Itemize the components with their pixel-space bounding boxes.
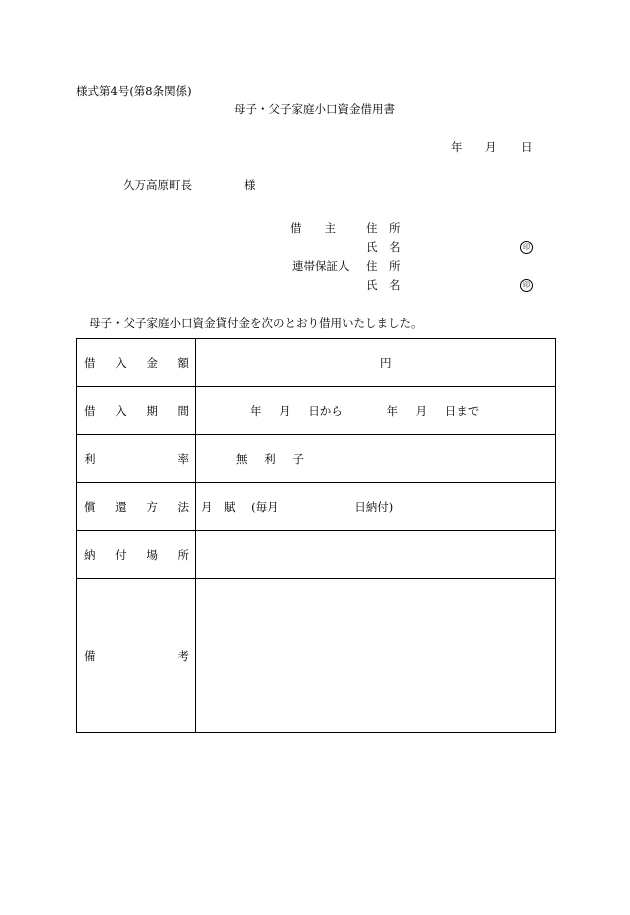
repayment-method: 月 賦 xyxy=(201,499,236,514)
interest-value-char: 子 xyxy=(292,451,304,466)
date-month-label: 月 xyxy=(485,140,497,154)
amount-unit: 円 xyxy=(380,355,392,370)
addressee-name: 久万高原町長 xyxy=(123,178,192,192)
repayment-detail-close: 日納付) xyxy=(354,499,394,514)
document-title: 母子・父子家庭小口資金借用書 xyxy=(234,102,395,116)
guarantor-address-label: 住 所 xyxy=(366,259,401,273)
payment-place-row xyxy=(77,531,556,579)
period-row xyxy=(77,387,556,435)
repayment-label-char: 方 xyxy=(146,499,158,514)
remarks-label-char: 備 xyxy=(84,648,96,663)
period-from-month: 月 xyxy=(279,403,291,418)
repayment-row xyxy=(77,483,556,531)
addressee-honorific: 様 xyxy=(244,178,256,192)
interest-value-char: 無 xyxy=(236,451,248,466)
date-day-label: 日 xyxy=(521,140,533,154)
period-to-year: 年 xyxy=(386,403,398,418)
repayment-label-char: 償 xyxy=(84,499,96,514)
borrower-role-label: 借 主 xyxy=(290,221,336,235)
period-value-cell[interactable] xyxy=(196,387,556,435)
period-label-char: 期 xyxy=(146,403,158,418)
form-number: 様式第4号(第8条関係) xyxy=(76,84,192,98)
period-label-char: 借 xyxy=(84,403,96,418)
period-label-char: 間 xyxy=(177,403,189,418)
repayment-detail-open: (毎月 xyxy=(251,499,279,514)
amount-label-char: 入 xyxy=(115,355,127,370)
repayment-value-cell[interactable] xyxy=(196,483,556,531)
remarks-label-char: 考 xyxy=(177,648,189,663)
period-label-char: 入 xyxy=(115,403,127,418)
remarks-value-cell[interactable] xyxy=(196,579,556,733)
period-from-year: 年 xyxy=(250,403,262,418)
amount-value-cell[interactable] xyxy=(196,339,556,387)
guarantor-seal-mark: 印 xyxy=(520,279,533,292)
interest-value-char: 利 xyxy=(264,451,276,466)
borrower-name-label: 氏 名 xyxy=(366,240,401,254)
loan-statement: 母子・父子家庭小口資金貸付金を次のとおり借用いたしました。 xyxy=(89,316,423,330)
payment-place-label-char: 納 xyxy=(84,547,96,562)
payment-place-value-cell[interactable] xyxy=(196,531,556,579)
interest-row xyxy=(77,435,556,483)
repayment-label-char: 法 xyxy=(177,499,189,514)
period-from-day: 日から xyxy=(308,403,343,418)
amount-label-char: 借 xyxy=(84,355,96,370)
remarks-label-cell xyxy=(77,579,196,733)
remarks-row xyxy=(77,579,556,733)
period-to-day: 日まで xyxy=(444,403,480,418)
interest-label-char: 率 xyxy=(177,451,189,466)
period-label-cell xyxy=(77,387,196,435)
interest-label-char: 利 xyxy=(84,451,96,466)
period-to-month: 月 xyxy=(415,403,428,418)
borrower-seal-mark: 印 xyxy=(520,241,533,254)
amount-label-char: 額 xyxy=(177,355,189,370)
payment-place-label-char: 所 xyxy=(177,547,189,562)
date-year-label: 年 xyxy=(451,140,463,154)
amount-label-cell xyxy=(77,339,196,387)
guarantor-name-label: 氏 名 xyxy=(366,278,401,292)
amount-row xyxy=(77,339,556,387)
repayment-label-cell xyxy=(77,483,196,531)
loan-detail-table xyxy=(76,338,556,733)
interest-label-cell xyxy=(77,435,196,483)
payment-place-label-char: 付 xyxy=(115,547,127,562)
borrower-address-label: 住 所 xyxy=(366,221,401,235)
repayment-label-char: 還 xyxy=(115,499,127,514)
interest-value-cell[interactable] xyxy=(196,435,556,483)
payment-place-label-char: 場 xyxy=(146,547,158,562)
payment-place-label-cell xyxy=(77,531,196,579)
amount-label-char: 金 xyxy=(146,355,158,370)
guarantor-role-label: 連帯保証人 xyxy=(292,259,350,273)
